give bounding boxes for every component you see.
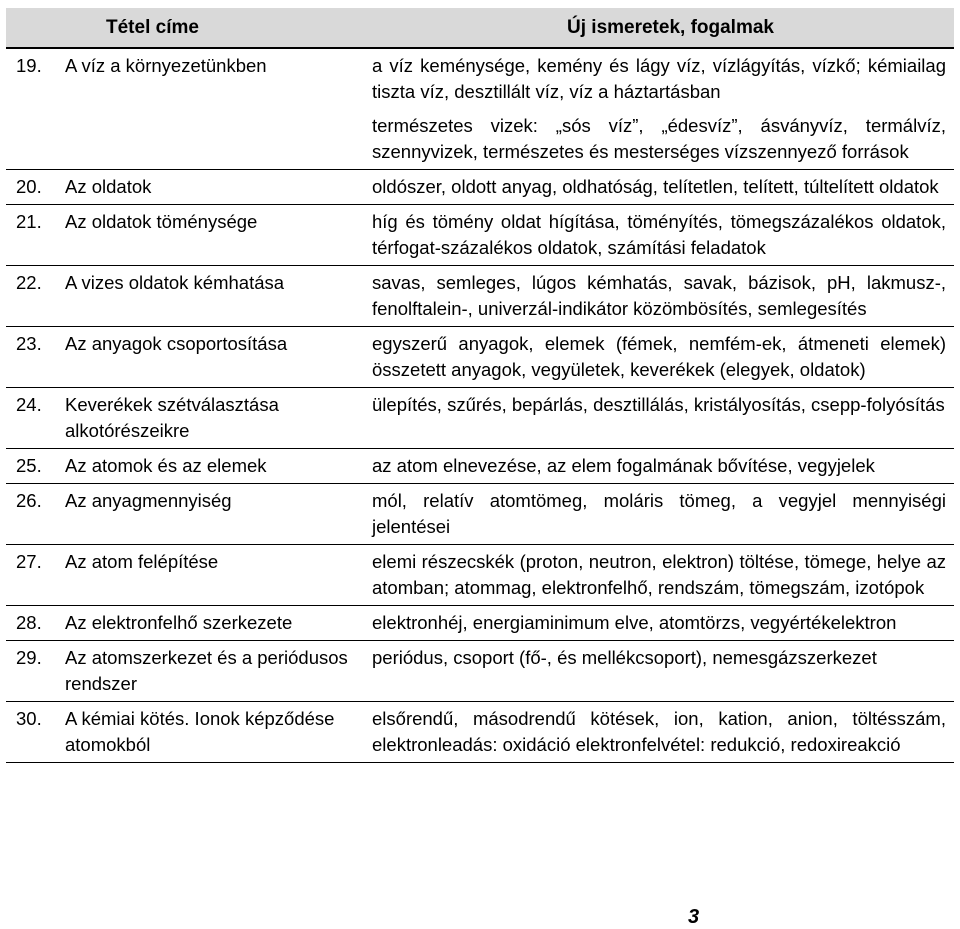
row-number: 29. — [6, 641, 63, 702]
row-concepts: híg és tömény oldat hígítása, töményítés, tömegszázalékos oldatok, térfogat-százalékos oldatok, számítási feladatok — [366, 205, 954, 266]
row-number: 26. — [6, 484, 63, 545]
table-row — [6, 205, 954, 266]
table-row — [6, 449, 954, 484]
row-concepts: a víz keménysége, kemény és lágy víz, vízlágyítás, vízkő; kémiailag tiszta víz, desztillált víz, víz a háztartásban — [372, 55, 946, 102]
row-number: 27. — [6, 545, 63, 606]
row-title: Az atomok és az elemek — [63, 449, 366, 484]
row-concepts: mól, relatív atomtömeg, moláris tömeg, a vegyjel mennyiségi jelentései — [366, 484, 954, 545]
row-number: 25. — [6, 449, 63, 484]
row-concepts: az atom elnevezése, az elem fogalmának bővítése, vegyjelek — [366, 449, 954, 484]
table-row — [6, 266, 954, 327]
table-row — [6, 484, 954, 545]
row-concepts: elektronhéj, energiaminimum elve, atomtörzs, vegyértékelektron — [366, 606, 954, 641]
row-title: A vizes oldatok kémhatása — [63, 266, 366, 327]
row-number: 28. — [6, 606, 63, 641]
row-title: A víz a környezetünkben — [65, 55, 267, 76]
row-concepts: periódus, csoport (fő-, és mellékcsoport), nemesgázszerkezet — [366, 641, 954, 702]
row-number: 24. — [6, 388, 63, 449]
page-number: 3 — [688, 906, 700, 928]
row-title: Keverékek szétválasztása alkotórészeikre — [63, 388, 366, 449]
row-number: 23. — [6, 327, 63, 388]
row-number: 22. — [6, 266, 63, 327]
row-title: Az oldatok töménysége — [63, 205, 366, 266]
row-concepts: savas, semleges, lúgos kémhatás, savak, bázisok, pH, lakmusz-, fenolftalein-, univerzál-indikátor közömbösítés, semlegesítés — [366, 266, 954, 327]
header-topic-title: Tétel címe — [6, 8, 366, 48]
row-title: Az anyagmennyiség — [63, 484, 366, 545]
row-title: Az elektronfelhő szerkezete — [63, 606, 366, 641]
row-number: 21. — [6, 205, 63, 266]
table-row — [6, 388, 954, 449]
header-concepts: Új ismeretek, fogalmak — [366, 8, 954, 48]
table-row — [6, 170, 954, 205]
table-row — [6, 327, 954, 388]
table-header-row — [6, 8, 954, 48]
table-row — [6, 641, 954, 702]
row-title: Az anyagok csoportosítása — [63, 327, 366, 388]
row-title: A kémiai kötés. Ionok képződése atomokból — [63, 702, 366, 763]
row-concepts: oldószer, oldott anyag, oldhatóság, telítetlen, telített, túltelített oldatok — [366, 170, 954, 205]
row-concepts: ülepítés, szűrés, bepárlás, desztillálás, kristályosítás, csepp-folyósítás — [366, 388, 954, 449]
table-row — [6, 702, 954, 763]
row-number: 20. — [6, 170, 63, 205]
table-row — [6, 109, 954, 170]
row-number: 19. — [16, 55, 42, 76]
table-row — [6, 48, 954, 109]
row-concepts: természetes vizek: „sós víz”, „édesvíz”, ásványvíz, termálvíz, szennyvizek, természetes és mesterséges vízszennyező források — [366, 109, 954, 170]
table-row — [6, 545, 954, 606]
row-title: Az atom felépítése — [63, 545, 366, 606]
curriculum-table — [6, 8, 954, 763]
row-title — [63, 109, 366, 170]
row-title: Az atomszerkezet és a periódusos rendszer — [63, 641, 366, 702]
row-concepts: elemi részecskék (proton, neutron, elektron) töltése, tömege, helye az atomban; atommag, elektronfelhő, rendszám, tömegszám, izotópok — [366, 545, 954, 606]
table-row — [6, 606, 954, 641]
row-title: Az oldatok — [63, 170, 366, 205]
row-concepts: elsőrendű, másodrendű kötések, ion, kation, anion, töltésszám, elektronleadás: oxidáció elektronfelvétel: redukció, redoxireakció — [366, 702, 954, 763]
row-concepts: egyszerű anyagok, elemek (fémek, nemfém-ek, átmeneti elemek) összetett anyagok, vegyületek, keverékek (elegyek, oldatok) — [366, 327, 954, 388]
row-number — [6, 109, 63, 170]
row-number: 30. — [6, 702, 63, 763]
